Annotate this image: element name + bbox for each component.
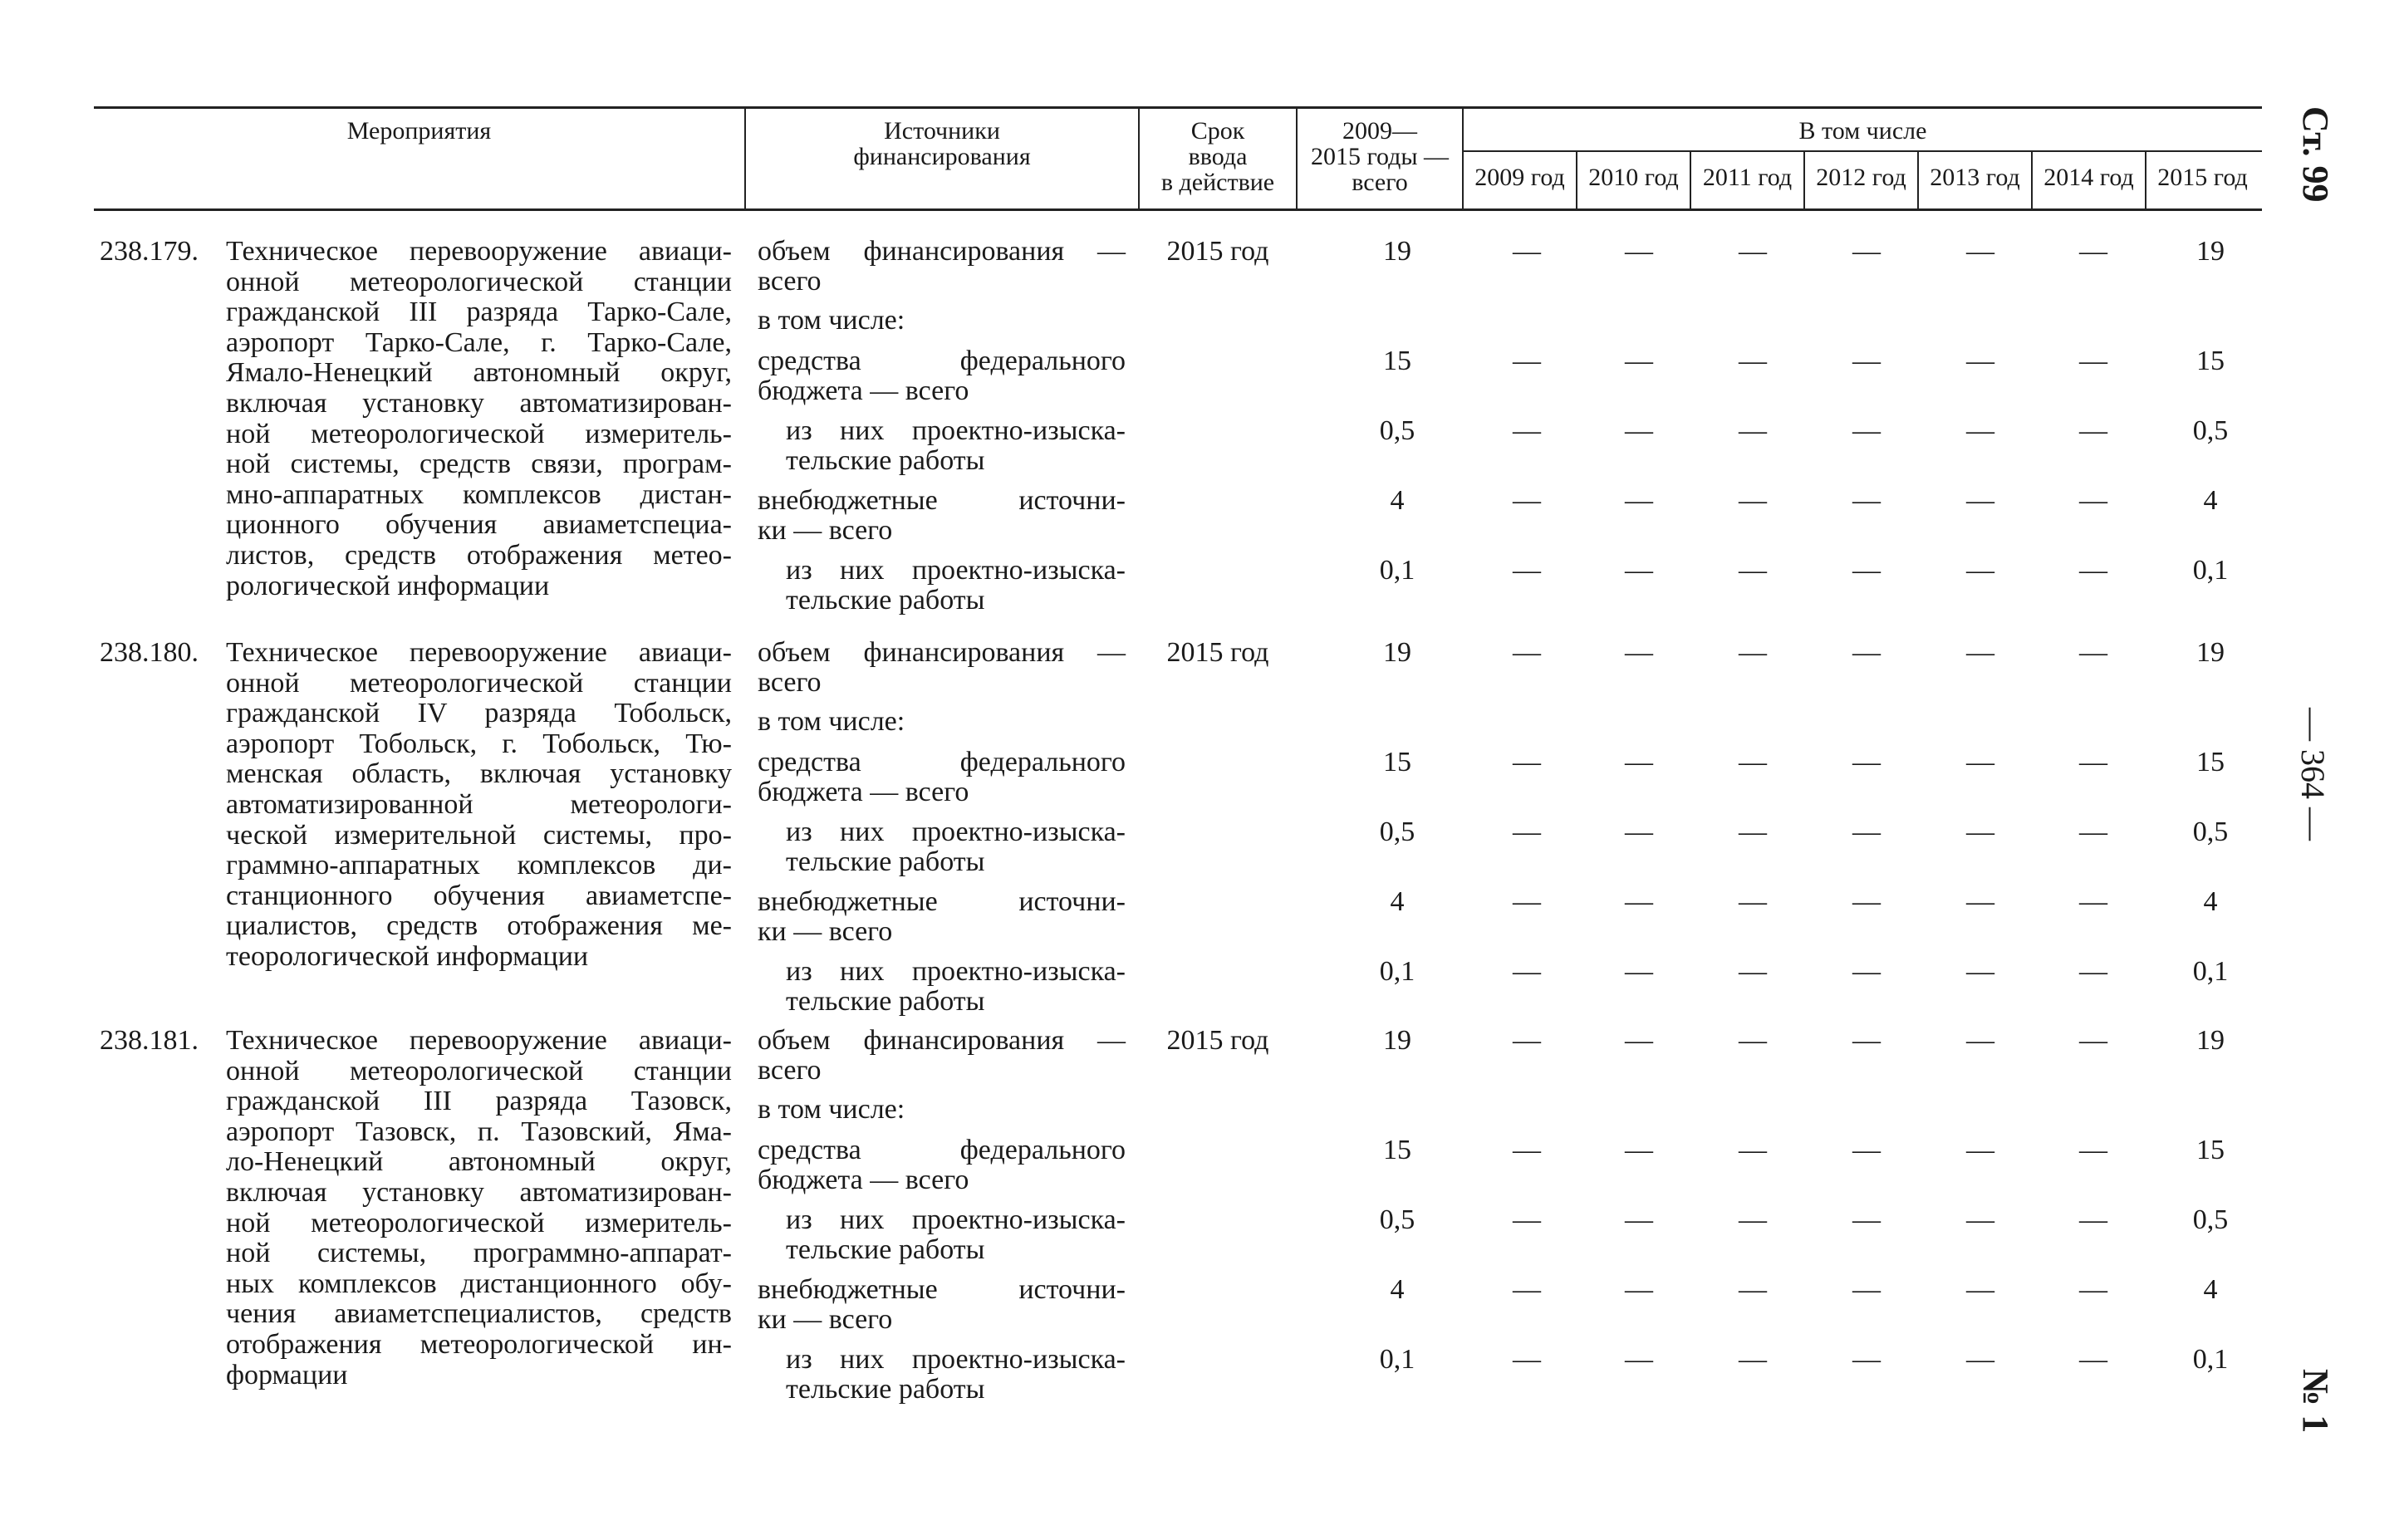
description-line: ной метеорологической измеритель- (226, 418, 732, 449)
year-value: — (1739, 1204, 1767, 1235)
year-value: 4 (2203, 485, 2218, 516)
description-line: Техническое перевооружение авиаци- (226, 236, 732, 267)
funding-source-line: тельские работы (786, 1374, 985, 1405)
year-value: 0,5 (2192, 817, 2229, 847)
funding-source (758, 638, 1126, 698)
year-value: — (1852, 485, 1881, 516)
funding-source-line: тельские работы (786, 1234, 985, 1265)
description-line: онной метеорологической станции (226, 667, 732, 699)
description-line: Ямало-Ненецкий автономный округ, (226, 357, 732, 389)
funding-source-line: из них проектно-изыска- (786, 1344, 1126, 1375)
year-value: — (1625, 415, 1653, 446)
year-value: — (1966, 485, 1994, 516)
year-value: — (1625, 956, 1653, 987)
year-value: — (1739, 637, 1767, 668)
year-value: — (1625, 637, 1653, 668)
funding-source (758, 237, 1126, 297)
year-value: — (1739, 817, 1767, 847)
year-value: — (2079, 1025, 2107, 1056)
description-line: аэропорт Тазовск, п. Тазовский, Яма- (226, 1116, 732, 1147)
description-line: мно-аппаратных комплексов дистан- (226, 478, 732, 510)
year-value: — (2079, 555, 2107, 586)
funding-source-line: ки — всего (758, 916, 893, 947)
year-value: 19 (2196, 637, 2225, 668)
header-including: В том числе (1798, 117, 1927, 145)
year-value: — (1625, 1135, 1653, 1165)
year-value: 0,1 (2192, 956, 2229, 987)
year-value: 0,1 (2192, 555, 2229, 586)
year-value: — (2079, 817, 2107, 847)
funding-source-line: объем финансирования — (758, 1025, 1126, 1056)
year-value: 0,5 (2192, 1204, 2229, 1235)
year-value: — (1513, 886, 1541, 917)
year-value: — (1852, 346, 1881, 376)
year-value: — (1852, 415, 1881, 446)
year-value: — (1513, 637, 1541, 668)
total-value: 0,1 (1379, 555, 1415, 586)
funding-source-line: всего (758, 266, 822, 297)
total-value: 0,5 (1379, 1204, 1415, 1235)
header-total-line: 2015 годы — (1310, 143, 1450, 170)
year-value: — (1513, 346, 1541, 376)
description-line: гражданской III разряда Тазовск, (226, 1086, 732, 1117)
funding-source (758, 306, 1126, 336)
entry-number: 238.181. (100, 1025, 199, 1056)
year-value: 15 (2196, 747, 2225, 777)
funding-source-line: ки — всего (758, 1304, 893, 1335)
year-value: — (1513, 415, 1541, 446)
year-value: — (1966, 415, 1994, 446)
total-value: 0,5 (1379, 415, 1415, 446)
description-line: Техническое перевооружение авиаци- (226, 637, 732, 668)
year-value: — (2079, 415, 2107, 446)
year-value: — (1625, 236, 1653, 267)
year-value: — (1852, 1025, 1881, 1056)
year-value: — (1513, 1135, 1541, 1165)
year-value: — (1513, 555, 1541, 586)
year-value: — (1966, 747, 1994, 777)
year-value: — (1852, 555, 1881, 586)
year-value: — (1739, 956, 1767, 987)
funding-source (786, 817, 1126, 877)
year-value: — (1739, 886, 1767, 917)
header-total-line: 2009— (1342, 117, 1417, 145)
year-header-1: 2009 год (1474, 164, 1565, 191)
funding-source-line: тельские работы (786, 445, 985, 476)
description-line: ной системы, программно-аппарат- (226, 1238, 732, 1269)
year-value: — (1513, 1025, 1541, 1056)
issue-number: № 1 (2295, 1369, 2336, 1434)
year-value: — (1739, 485, 1767, 516)
funding-source-line: объем финансирования — (758, 236, 1126, 267)
year-value: 15 (2196, 1135, 2225, 1165)
year-header-7: 2015 год (2157, 164, 2248, 191)
year-value: — (2079, 956, 2107, 987)
funding-source-line: тельские работы (786, 585, 985, 616)
entry-term: 2015 год (1166, 637, 1269, 668)
page-article-label: Ст. 99 (2295, 106, 2336, 203)
page-number: — 364 — (2294, 708, 2332, 841)
total-value: 15 (1383, 1135, 1411, 1165)
description-line: гражданской IV разряда Тобольск, (226, 698, 732, 729)
year-value: 15 (2196, 346, 2225, 376)
year-value: — (1513, 485, 1541, 516)
header-term (1140, 118, 1296, 195)
year-value: — (1966, 346, 1994, 376)
year-value: — (1966, 236, 1994, 267)
funding-source (786, 416, 1126, 476)
description-line: онной метеорологической станции (226, 1055, 732, 1086)
funding-source (786, 1345, 1126, 1405)
funding-source-line: из них проектно-изыска- (786, 817, 1126, 847)
funding-source (758, 346, 1126, 406)
year-value: — (1513, 956, 1541, 987)
funding-source-line: в том числе: (758, 305, 905, 336)
funding-source (758, 887, 1126, 947)
entry-description (226, 1026, 732, 1390)
funding-source-line: из них проектно-изыска- (786, 415, 1126, 446)
funding-source-line: в том числе: (758, 706, 905, 737)
description-line: онной метеорологической станции (226, 266, 732, 297)
year-value: — (1852, 1274, 1881, 1305)
year-value: — (1852, 637, 1881, 668)
funding-source-line: ки — всего (758, 515, 893, 546)
description-line: чения авиаметспециалистов, средств (226, 1298, 732, 1330)
table-top-rule (94, 106, 2262, 109)
year-value: 19 (2196, 236, 2225, 267)
funding-source (786, 1205, 1126, 1265)
funding-source (758, 486, 1126, 546)
description-line: ной системы, средств связи, програм- (226, 449, 732, 480)
description-line: аэропорт Тарко-Сале, г. Тарко-Сале, (226, 326, 732, 358)
year-value: — (1625, 346, 1653, 376)
funding-source-line: всего (758, 1055, 822, 1086)
year-value: — (1852, 236, 1881, 267)
year-value: — (2079, 485, 2107, 516)
header-total (1298, 118, 1462, 195)
header-measures: Мероприятия (346, 117, 492, 145)
year-value: — (1625, 886, 1653, 917)
year-value: — (1966, 1204, 1994, 1235)
total-value: 15 (1383, 747, 1411, 777)
description-line: ционного обучения авиаметспециа- (226, 509, 732, 541)
funding-source (786, 957, 1126, 1017)
funding-source-line: тельские работы (786, 986, 985, 1017)
header-bottom-rule (94, 208, 2262, 211)
description-line: теорологической информации (226, 940, 589, 972)
funding-source (758, 1135, 1126, 1195)
year-value: 0,1 (2192, 1344, 2229, 1375)
year-value: — (1966, 1274, 1994, 1305)
year-value: 4 (2203, 1274, 2218, 1305)
funding-source-line: из них проектно-изыска- (786, 555, 1126, 586)
funding-source-line: средства федерального (758, 346, 1126, 376)
total-value: 19 (1383, 1025, 1411, 1056)
year-value: — (1966, 1344, 1994, 1375)
entry-description (226, 638, 732, 973)
funding-source-line: тельские работы (786, 846, 985, 877)
entry-number: 238.179. (100, 236, 199, 267)
year-value: — (1739, 1135, 1767, 1165)
description-line: циалистов, средств отображения ме- (226, 910, 732, 942)
year-value: — (2079, 236, 2107, 267)
header-sources (746, 118, 1138, 169)
description-line: аэропорт Тобольск, г. Тобольск, Тю- (226, 728, 732, 759)
year-value: — (1625, 1274, 1653, 1305)
funding-source-line: бюджета — всего (758, 1165, 969, 1195)
description-line: рологической информации (226, 570, 550, 601)
header-total-line: всего (1352, 169, 1408, 196)
funding-source-line: средства федерального (758, 747, 1126, 777)
header-term-line: Срок (1190, 117, 1245, 145)
year-value: — (1966, 886, 1994, 917)
total-value: 4 (1390, 1274, 1405, 1305)
year-value: — (1625, 1204, 1653, 1235)
description-line: менская область, включая установку (226, 758, 732, 790)
entry-number: 238.180. (100, 637, 199, 668)
year-header-2: 2010 год (1588, 164, 1679, 191)
year-value: — (1852, 1344, 1881, 1375)
year-value: — (1966, 817, 1994, 847)
year-value: — (1513, 747, 1541, 777)
year-header-5: 2013 год (1930, 164, 2020, 191)
year-value: — (1739, 747, 1767, 777)
header-term-line: в действие (1160, 169, 1275, 196)
year-value: — (1625, 555, 1653, 586)
description-line: листов, средств отображения метео- (226, 539, 732, 571)
year-value: — (1966, 1025, 1994, 1056)
year-value: — (2079, 1344, 2107, 1375)
year-value: — (1625, 485, 1653, 516)
total-value: 0,1 (1379, 1344, 1415, 1375)
funding-source-line: в том числе: (758, 1094, 905, 1125)
funding-source (758, 1275, 1126, 1335)
funding-source-line: бюджета — всего (758, 777, 969, 807)
funding-source-line: внебюджетные источни- (758, 1274, 1126, 1305)
funding-source-line: из них проектно-изыска- (786, 956, 1126, 987)
description-line: Техническое перевооружение авиаци- (226, 1025, 732, 1056)
year-value: — (1513, 236, 1541, 267)
year-value: — (1966, 555, 1994, 586)
description-line: гражданской III разряда Тарко-Сале, (226, 297, 732, 328)
year-value: — (2079, 1274, 2107, 1305)
year-value: — (2079, 346, 2107, 376)
entry-term: 2015 год (1166, 1025, 1269, 1056)
year-value: — (1852, 1135, 1881, 1165)
year-value: — (1966, 956, 1994, 987)
funding-source-line: внебюджетные источни- (758, 485, 1126, 516)
year-value: — (1739, 1274, 1767, 1305)
funding-source-line: внебюджетные источни- (758, 886, 1126, 917)
year-value: — (1966, 637, 1994, 668)
description-line: включая установку автоматизирован- (226, 1176, 732, 1208)
funding-source (786, 556, 1126, 616)
description-line: ных комплексов дистанционного обу- (226, 1268, 732, 1299)
year-value: — (1625, 1344, 1653, 1375)
year-value: — (1739, 1344, 1767, 1375)
description-line: ческой измерительной системы, про- (226, 819, 732, 851)
funding-source (758, 1026, 1126, 1086)
year-value: — (1739, 555, 1767, 586)
year-value: — (2079, 886, 2107, 917)
year-value: — (1513, 1344, 1541, 1375)
description-line: станционного обучения авиаметспе- (226, 880, 732, 911)
total-value: 0,5 (1379, 817, 1415, 847)
year-value: — (1513, 1204, 1541, 1235)
total-value: 19 (1383, 236, 1411, 267)
year-value: — (1513, 817, 1541, 847)
year-value: — (2079, 747, 2107, 777)
funding-source (758, 748, 1126, 807)
year-value: — (1625, 1025, 1653, 1056)
year-value: — (2079, 1204, 2107, 1235)
total-value: 0,1 (1379, 956, 1415, 987)
total-value: 4 (1390, 485, 1405, 516)
year-value: — (1966, 1135, 1994, 1165)
year-value: — (1739, 415, 1767, 446)
total-value: 19 (1383, 637, 1411, 668)
funding-source-line: средства федерального (758, 1135, 1126, 1165)
description-line: автоматизированной метеорологи- (226, 788, 732, 820)
description-line: граммно-аппаратных комплексов ди- (226, 850, 732, 881)
year-value: — (1625, 747, 1653, 777)
year-value: — (1739, 1025, 1767, 1056)
year-value: 19 (2196, 1025, 2225, 1056)
year-subheader-rule (1462, 150, 2262, 152)
year-value: 4 (2203, 886, 2218, 917)
entry-term: 2015 год (1166, 236, 1269, 267)
year-header-6: 2014 год (2043, 164, 2134, 191)
description-line: ло-Ненецкий автономный округ, (226, 1146, 732, 1178)
year-value: — (1852, 956, 1881, 987)
year-value: — (2079, 637, 2107, 668)
year-value: — (2079, 1135, 2107, 1165)
header-term-line: ввода (1188, 143, 1248, 170)
header-sources-line: Источники (884, 117, 1000, 145)
header-sources-line: финансирования (853, 143, 1031, 170)
year-value: — (1852, 817, 1881, 847)
description-line: ной метеорологической измеритель- (226, 1207, 732, 1238)
total-value: 15 (1383, 346, 1411, 376)
funding-source-line: объем финансирования — (758, 637, 1126, 668)
year-value: — (1625, 817, 1653, 847)
year-value: — (1852, 747, 1881, 777)
year-header-4: 2012 год (1816, 164, 1906, 191)
description-line: включая установку автоматизирован- (226, 387, 732, 419)
year-value: — (1513, 1274, 1541, 1305)
funding-source (758, 1095, 1126, 1125)
funding-source-line: из них проектно-изыска- (786, 1204, 1126, 1235)
description-line: отображения метеорологической ин- (226, 1328, 732, 1360)
funding-source-line: бюджета — всего (758, 375, 969, 406)
funding-source (758, 707, 1126, 737)
entry-description (226, 237, 732, 601)
year-value: 0,5 (2192, 415, 2229, 446)
year-value: — (1852, 1204, 1881, 1235)
total-value: 4 (1390, 886, 1405, 917)
year-header-3: 2011 год (1702, 164, 1793, 191)
funding-source-line: всего (758, 667, 822, 698)
year-value: — (1739, 236, 1767, 267)
description-line: формации (226, 1359, 348, 1390)
year-value: — (1739, 346, 1767, 376)
year-value: — (1852, 886, 1881, 917)
